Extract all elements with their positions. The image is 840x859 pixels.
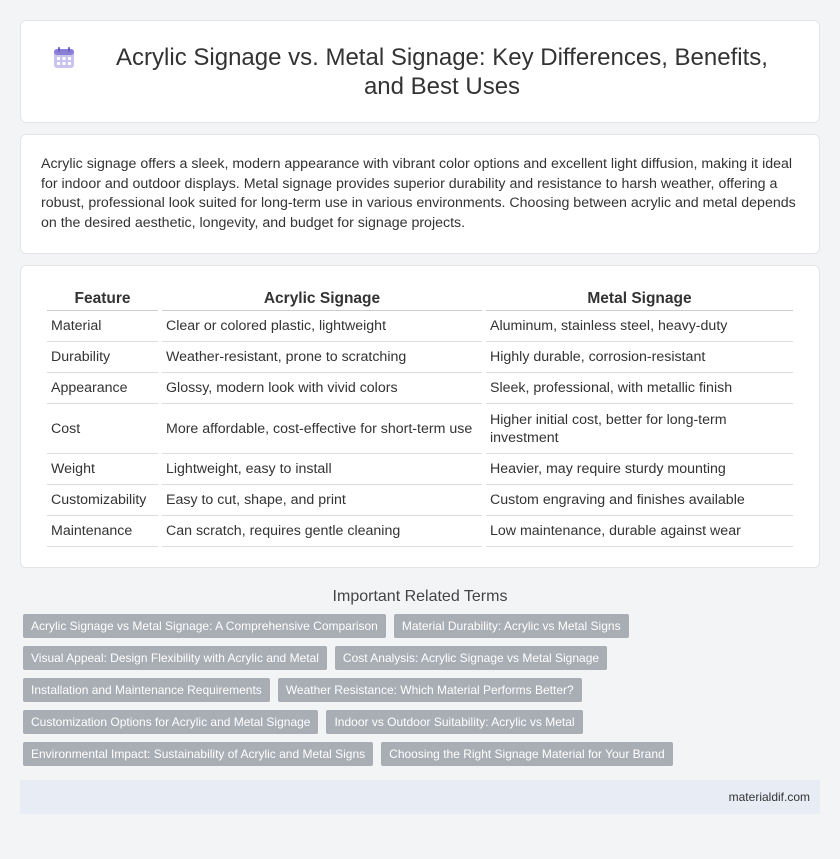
related-terms-section xyxy=(20,588,820,766)
comparison-card xyxy=(20,265,820,568)
calendar-icon xyxy=(51,45,77,71)
table-row xyxy=(47,404,793,454)
related-term-tag[interactable]: Installation and Maintenance Requirements xyxy=(23,678,270,702)
footer xyxy=(20,780,820,814)
table-cell-acrylic: Can scratch, requires gentle cleaning xyxy=(162,516,482,547)
table-cell-acrylic: Weather-resistant, prone to scratching xyxy=(162,342,482,373)
table-cell-acrylic: Clear or colored plastic, lightweight xyxy=(162,311,482,342)
related-term-tag[interactable]: Acrylic Signage vs Metal Signage: A Comprehensive Comparison xyxy=(23,614,386,638)
table-cell-metal: Sleek, professional, with metallic finish xyxy=(486,373,793,404)
table-row xyxy=(47,342,793,373)
table-row xyxy=(47,454,793,485)
intro-paragraph: Acrylic signage offers a sleek, modern appearance with vibrant color options and excellent light diffusion, making it ideal for indoor and outdoor displays. Metal signage provides superior durability and resistance to harsh weather, offering a robust, professional look suited for long-term use in various environments. Choosing between acrylic and metal depends on the desired aesthetic, longevity, and budget for signage projects. xyxy=(41,156,796,231)
table-cell-metal: Low maintenance, durable against wear xyxy=(486,516,793,547)
table-row xyxy=(47,516,793,547)
related-terms-tags xyxy=(20,614,820,766)
related-term-tag[interactable]: Weather Resistance: Which Material Performs Better? xyxy=(278,678,582,702)
related-terms-title: Important Related Terms xyxy=(332,588,508,605)
footer-site-name: materialdif.com xyxy=(728,790,810,804)
related-term-tag[interactable]: Cost Analysis: Acrylic Signage vs Metal Signage xyxy=(335,646,607,670)
table-cell-feature: Maintenance xyxy=(47,516,158,547)
related-term-tag[interactable]: Choosing the Right Signage Material for Your Brand xyxy=(381,742,673,766)
table-cell-acrylic: More affordable, cost-effective for short-term use xyxy=(162,404,482,454)
related-term-tag[interactable]: Environmental Impact: Sustainability of Acrylic and Metal Signs xyxy=(23,742,373,766)
related-term-tag[interactable]: Visual Appeal: Design Flexibility with Acrylic and Metal xyxy=(23,646,327,670)
table-cell-feature: Appearance xyxy=(47,373,158,404)
table-cell-acrylic: Easy to cut, shape, and print xyxy=(162,485,482,516)
table-cell-metal: Custom engraving and finishes available xyxy=(486,485,793,516)
table-header-row xyxy=(47,286,793,311)
table-cell-metal: Higher initial cost, better for long-term investment xyxy=(486,404,793,454)
related-term-tag[interactable]: Customization Options for Acrylic and Metal Signage xyxy=(23,710,318,734)
page-title: Acrylic Signage vs. Metal Signage: Key Differences, Benefits, and Best Uses xyxy=(116,43,768,100)
related-term-tag[interactable]: Indoor vs Outdoor Suitability: Acrylic vs Metal xyxy=(326,710,582,734)
column-header-acrylic: Acrylic Signage xyxy=(162,286,482,311)
header-card xyxy=(20,20,820,123)
related-term-tag[interactable]: Material Durability: Acrylic vs Metal Signs xyxy=(394,614,629,638)
column-header-feature: Feature xyxy=(47,286,158,311)
table-cell-feature: Weight xyxy=(47,454,158,485)
table-cell-acrylic: Glossy, modern look with vivid colors xyxy=(162,373,482,404)
table-cell-feature: Durability xyxy=(47,342,158,373)
comparison-table xyxy=(43,286,797,547)
column-header-metal: Metal Signage xyxy=(486,286,793,311)
table-cell-feature: Customizability xyxy=(47,485,158,516)
intro-card xyxy=(20,134,820,254)
table-row xyxy=(47,373,793,404)
table-cell-metal: Highly durable, corrosion-resistant xyxy=(486,342,793,373)
table-row xyxy=(47,485,793,516)
table-cell-acrylic: Lightweight, easy to install xyxy=(162,454,482,485)
table-row xyxy=(47,311,793,342)
table-cell-feature: Material xyxy=(47,311,158,342)
table-cell-metal: Heavier, may require sturdy mounting xyxy=(486,454,793,485)
header xyxy=(51,43,789,101)
table-cell-feature: Cost xyxy=(47,404,158,454)
table-cell-metal: Aluminum, stainless steel, heavy-duty xyxy=(486,311,793,342)
